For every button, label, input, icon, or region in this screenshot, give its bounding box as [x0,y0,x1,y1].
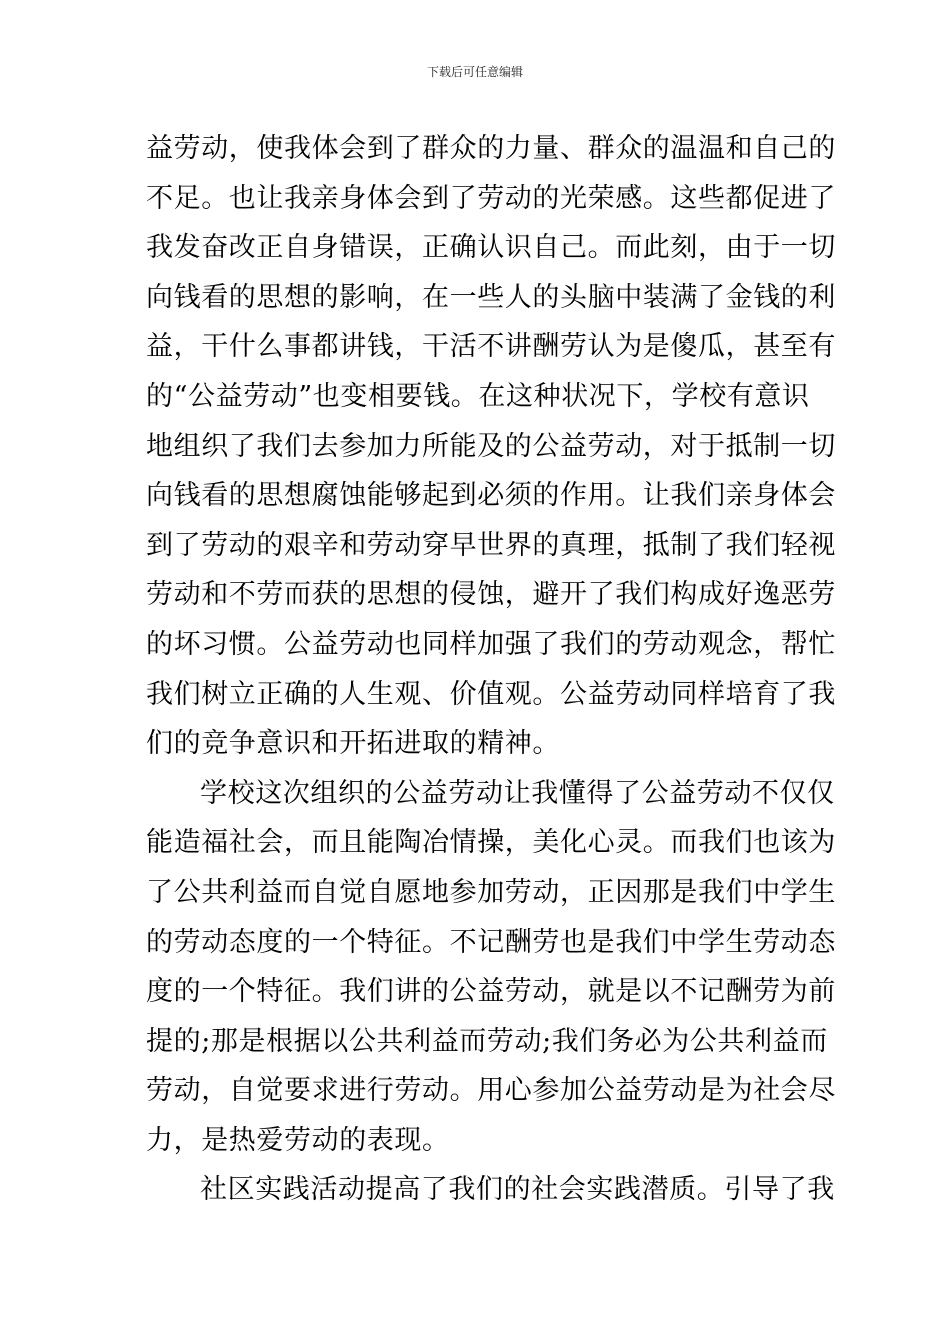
text-line: 的劳动态度的一个特征。不记酬劳也是我们中学生劳动态 [146,926,836,958]
text-line: 提的;那是根据以公共利益而劳动;我们务必为公共利益而 [146,1025,828,1057]
text-line: 到了劳动的艰辛和劳动穿早世界的真理，抵制了我们轻视 [146,529,836,561]
text-line: 不足。也让我亲身体会到了劳动的光荣感。这些都促进了 [146,182,836,214]
paragraph-2 [146,769,836,1166]
text-line: 向钱看的思想的影响，在一些人的头脑中装满了金钱的利 [146,281,836,313]
text-line: 社区实践活动提高了我们的社会实践潜质。引导了我 [200,1174,835,1206]
text-line: 的“公益劳动”也变相要钱。在这种状况下，学校有意识 [146,380,810,412]
text-line: 我发奋改正自身错误，正确认识自己。而此刻，由于一切 [146,232,836,264]
document-body [146,124,836,1215]
paragraph-1 [146,124,836,769]
text-line: 度的一个特征。我们讲的公益劳动，就是以不记酬劳为前 [146,976,836,1008]
paragraph-3 [146,1165,835,1215]
text-line: 我们树立正确的人生观、价值观。公益劳动同样培育了我 [146,678,836,710]
text-line: 益劳动，使我体会到了群众的力量、群众的温温和自己的 [146,133,836,164]
text-line: 们的竞争意识和开拓进取的精神。 [146,728,560,760]
text-line: 劳动，自觉要求进行劳动。用心参加公益劳动是为社会尽 [146,1075,836,1107]
text-line: 力，是热爱劳动的表现。 [146,1124,450,1156]
text-line: 的坏习惯。公益劳动也同样加强了我们的劳动观念，帮忙 [146,628,836,660]
text-line: 向钱看的思想腐蚀能够起到必须的作用。让我们亲身体会 [146,480,836,512]
text-line: 地组织了我们去参加力所能及的公益劳动，对于抵制一切 [146,430,836,462]
page-header: 下载后可任意编辑 [426,65,523,79]
text-line: 能造福社会，而且能陶冶情操，美化心灵。而我们也该为 [146,827,836,859]
text-line: 益，干什么事都讲钱，干活不讲酬劳认为是傻瓜，甚至有 [146,331,836,363]
text-line: 了公共利益而自觉自愿地参加劳动，正因那是我们中学生 [146,876,836,908]
text-line: 劳动和不劳而获的思想的侵蚀，避开了我们构成好逸恶劳 [146,579,836,611]
text-line: 学校这次组织的公益劳动让我懂得了公益劳动不仅仅 [200,777,835,809]
